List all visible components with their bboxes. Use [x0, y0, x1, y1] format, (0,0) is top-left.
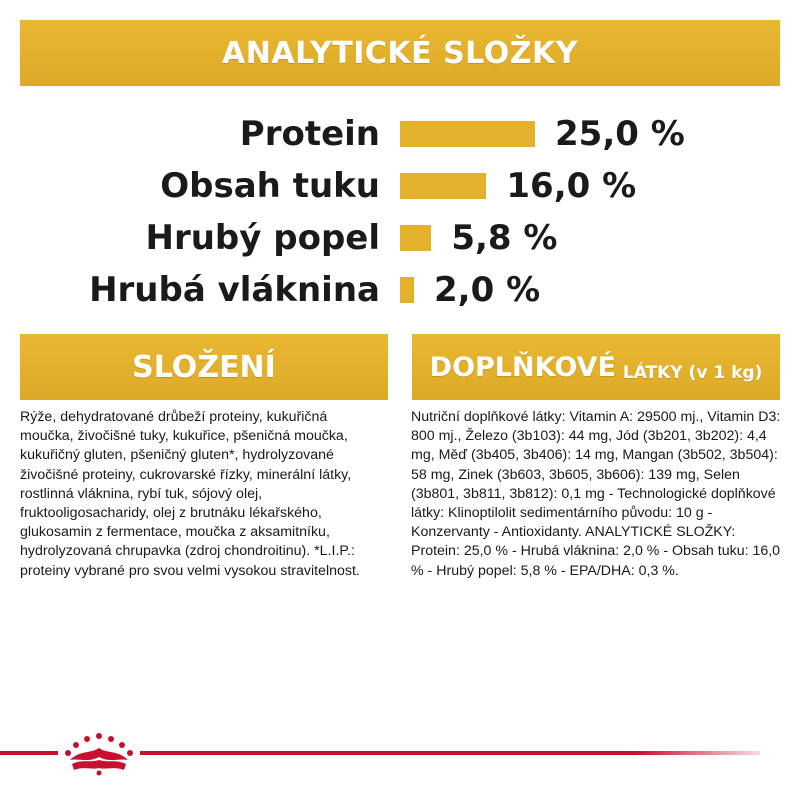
composition-title: SLOŽENÍ — [132, 349, 276, 385]
analytic-row-protein — [0, 108, 800, 160]
row-value: 16,0 % — [506, 166, 637, 206]
row-value: 2,0 % — [434, 270, 541, 310]
analytic-row-fat — [0, 160, 800, 212]
footer-divider-right — [140, 751, 760, 755]
row-label: Hrubá vláknina — [89, 270, 380, 310]
footer-divider-left — [0, 751, 58, 755]
analytic-row-fibre — [0, 264, 800, 316]
row-label: Protein — [239, 114, 380, 154]
additives-text: Nutriční doplňkové látky: Vitamin A: 29500 mj., Vitamin D3: 800 mj., Železo (3b103): 44 mg, Jód (3b201, 3b202): 4,4 mg, Měď (3b405, 3b406): 14 mg, Mangan (3b502, 3b504): 58 mg, Zinek (3b603, 3b605, 3b606): 139 mg, Selen (3b801, 3b811, 3b812): 0,1 mg - Technologické doplňkové látky: Klinoptilolit sedimentárního původu: 10 g - Konzervanty - Antioxidanty. ANALYTICKÉ SLOŽKY: Protein: 25,0 % - Hrubá vláknina: 2,0 % - Obsah tuku: 16,0 % - Hrubý popel: 5,8 % - EPA/DHA: 0,3 %. — [411, 409, 781, 579]
analytic-title-banner — [20, 20, 780, 86]
row-label: Hrubý popel — [145, 218, 380, 258]
additives-title-small: LÁTKY (v 1 kg) — [622, 363, 763, 383]
crown-logo-icon — [60, 730, 138, 776]
row-bar — [400, 225, 431, 251]
additives-title-banner — [412, 334, 780, 400]
composition-text: Rýže, dehydratované drůbeží proteiny, kukuřičná moučka, živočišné tuky, kukuřice, pšeničná moučka, kukuřičný gluten, pšeničný gluten*, hydrolyzované živočišné proteiny, cukrovarské řízky, minerální látky, rostlinná vláknina, rybí tuk, sójový olej, fruktooligosacharidy, olej z brutnáku lékařského, glukosamin z fermentace, moučka z aksamitníku, hydrolyzovaná chrupavka (zdroj chondroitinu). *L.I.P.: proteiny vybrané pro svou velmi vysokou stravitelnost. — [20, 409, 360, 579]
additives-title: DOPLŇKOVÉ — [429, 351, 616, 383]
composition-title-banner — [20, 334, 388, 400]
row-label: Obsah tuku — [160, 166, 380, 206]
row-bar — [400, 173, 486, 199]
row-value: 5,8 % — [451, 218, 558, 258]
row-value: 25,0 % — [555, 114, 685, 154]
analytic-title: ANALYTICKÉ SLOŽKY — [222, 35, 578, 71]
row-bar — [400, 277, 414, 303]
row-bar — [400, 121, 535, 147]
analytic-row-ash — [0, 212, 800, 264]
